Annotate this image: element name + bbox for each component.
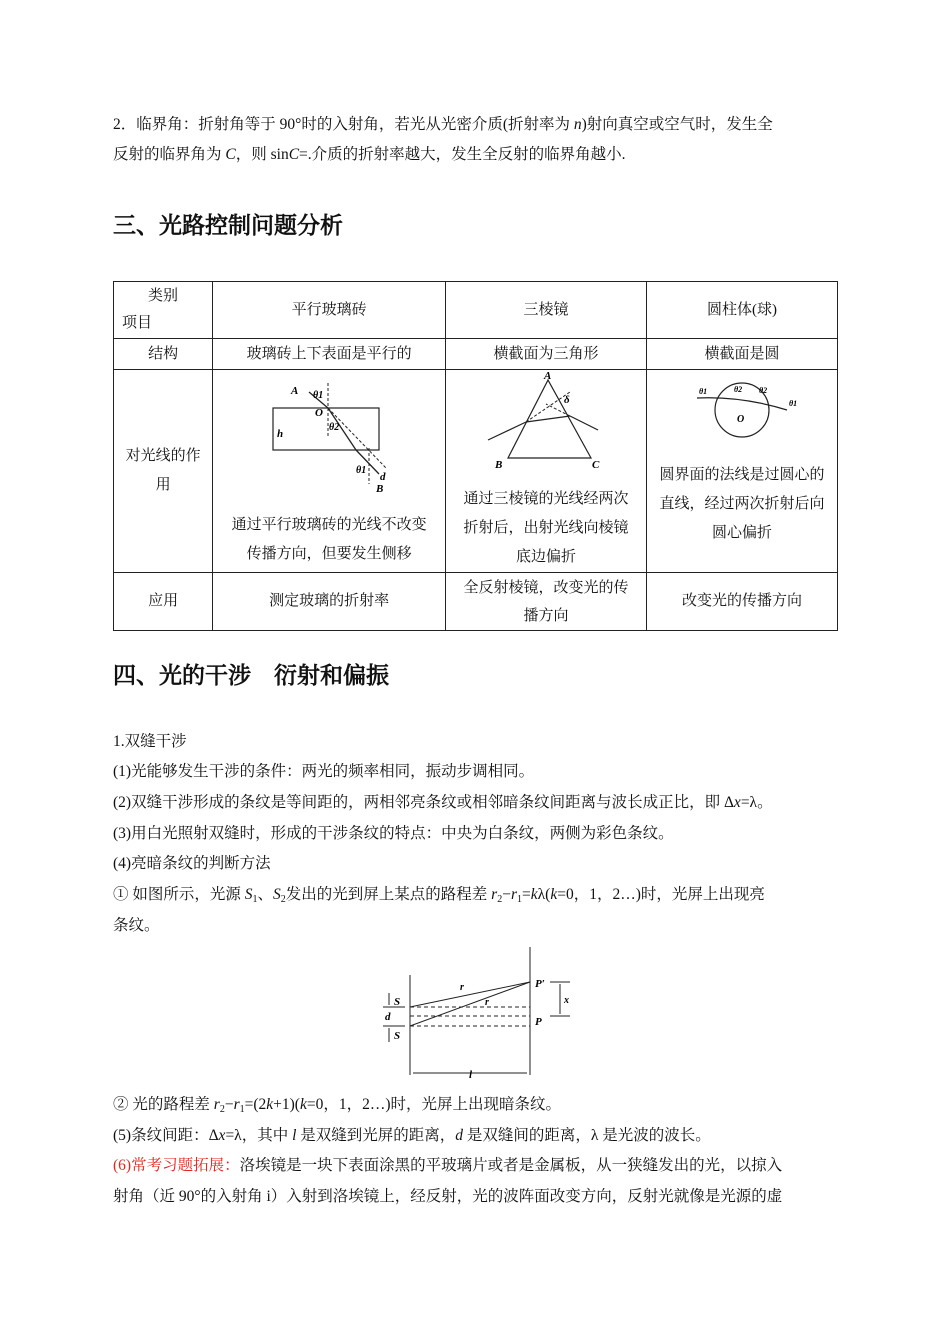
text: − <box>224 1096 234 1113</box>
label-C: C <box>591 459 600 470</box>
paragraph-critical-angle-line1 <box>113 115 773 135</box>
text: − <box>502 886 511 903</box>
sub: 2 <box>497 894 503 905</box>
text: +1)( <box>273 1096 300 1113</box>
paragraph: (3)用白光照射双缝时，形成的干涉条纹的特点：中央为白条纹，两侧为彩色条纹。 <box>113 825 674 842</box>
label-delta: δ <box>563 394 570 406</box>
paragraph <box>113 793 773 813</box>
text: 、 <box>257 886 274 903</box>
var: d <box>455 1127 464 1144</box>
table-cell <box>213 370 446 573</box>
var: l <box>292 1127 297 1144</box>
sub: 2 <box>280 894 286 905</box>
paragraph <box>113 1126 711 1146</box>
label-h: h <box>277 428 284 440</box>
label-r1: r <box>460 982 464 993</box>
text: ② 光的路程差 <box>113 1096 214 1113</box>
sub: 2 <box>219 1104 225 1115</box>
label-A: A <box>543 370 552 382</box>
text: =0，1，2…)时，光屏上出现暗条纹。 <box>306 1096 562 1113</box>
corner-cell <box>114 282 213 339</box>
var: x <box>218 1127 226 1144</box>
label-B: B <box>494 459 503 470</box>
table-cell <box>445 370 646 573</box>
var-C: C <box>225 146 236 163</box>
label-B: B <box>376 483 384 495</box>
highlight-label: (6)常考习题拓展： <box>113 1157 240 1174</box>
text: =0，1，2…)时，光屏上出现亮 <box>557 886 765 903</box>
label-S2: S <box>394 1030 401 1042</box>
sub: 1 <box>252 894 258 905</box>
var: r <box>233 1096 240 1113</box>
label-theta1: θ1 <box>788 399 798 408</box>
table-cell: 改变光的传播方向 <box>646 573 837 631</box>
text: 是双缝间的距离，λ 是光波的波长。 <box>463 1127 711 1144</box>
label-S1: S <box>394 996 401 1008</box>
var: S <box>244 886 253 903</box>
prism-figure <box>458 370 634 470</box>
label-r2: r <box>485 997 489 1008</box>
label-theta2: θ2 <box>329 422 340 433</box>
light-path-table <box>113 281 838 631</box>
table-header-row <box>114 282 838 339</box>
label-A: A <box>291 385 299 397</box>
text: λ( <box>537 886 551 903</box>
row-label: 对光线的作用 <box>114 370 213 573</box>
table-cell: 测定玻璃的折射率 <box>213 573 446 631</box>
col-header: 圆柱体(球) <box>646 282 837 339</box>
var-C: C <box>288 146 300 163</box>
var: r <box>491 886 498 903</box>
label-l: l <box>469 1069 473 1080</box>
row-label: 应用 <box>114 573 213 631</box>
var-x: x <box>733 794 741 811</box>
col-header: 平行玻璃砖 <box>213 282 446 339</box>
subheading-double-slit: 1.双缝干涉 <box>113 733 187 750</box>
text: (2)双缝干涉形成的条纹是等间距的，两相邻亮条纹或相邻暗条纹间距离与波长成正比，即 Δ <box>113 794 734 811</box>
label-theta1: θ1 <box>698 387 708 396</box>
label-O: O <box>736 414 745 425</box>
section-heading-4: 四、光的干涉 衍射和偏振 <box>113 663 389 689</box>
paragraph: 射角（近 90°的入射角 i）入射到洛埃镜上，经反射，光的波阵面改变方向，反射光就像是光源的虚 <box>113 1188 783 1205</box>
table-cell: 横截面为三角形 <box>445 339 646 370</box>
table-cell: 全反射棱镜，改变光的传播方向 <box>445 573 646 631</box>
corner-bottom: 项目 <box>122 315 153 331</box>
row-label: 结构 <box>114 339 213 370</box>
text: 是双缝到光屏的距离， <box>296 1127 456 1144</box>
paragraph-critical-angle-line2 <box>113 145 626 165</box>
var: k <box>266 1096 274 1113</box>
paragraph <box>113 885 765 910</box>
text: 发出的光到屏上某点的路程差 <box>285 886 492 903</box>
table-cell <box>646 370 837 573</box>
label-theta2: θ2 <box>733 385 743 394</box>
text: )射向真空或空气时，发生全 <box>581 116 773 133</box>
table-cell-text: 通过平行玻璃砖的光线不改变传播方向，但要发生侧移 <box>231 517 427 562</box>
label-theta2: θ2 <box>758 386 768 395</box>
var: r <box>510 886 518 903</box>
col-header: 三棱镜 <box>445 282 646 339</box>
table-row <box>114 370 838 573</box>
paragraph: (4)亮暗条纹的判断方法 <box>113 855 271 872</box>
label-P-prime: P′ <box>535 978 545 990</box>
label-d: d <box>385 1011 391 1023</box>
table-cell-text: 圆界面的法线是过圆心的直线，经过两次折射后向圆心偏折 <box>659 467 825 541</box>
paragraph: (1)光能够发生干涉的条件：两光的频率相同，振动步调相同。 <box>113 763 535 780</box>
paragraph <box>113 1156 782 1176</box>
text: =(2 <box>244 1096 267 1113</box>
corner-top: 类别 <box>148 288 179 304</box>
label-theta1: θ1 <box>313 390 324 401</box>
table-row <box>114 573 838 631</box>
sub: 1 <box>517 894 523 905</box>
section-heading-3: 三、光路控制问题分析 <box>113 213 343 239</box>
double-slit-figure <box>375 945 585 1080</box>
text: ，则 sin <box>235 146 289 163</box>
label-O: O <box>315 407 324 419</box>
table-cell: 玻璃砖上下表面是平行的 <box>213 339 446 370</box>
text: (5)条纹间距：Δ <box>113 1127 219 1144</box>
var: k <box>550 886 558 903</box>
text: = <box>522 886 531 903</box>
paragraph <box>113 1095 561 1120</box>
label-x: x <box>564 995 569 1006</box>
text: 2．临界角：折射角等于 90°时的入射角，若光从光密介质(折射率为 <box>113 116 574 133</box>
parallel-slab-figure <box>229 378 429 496</box>
paragraph: 条纹。 <box>113 917 160 934</box>
var: k <box>299 1096 307 1113</box>
sub: 1 <box>239 1104 245 1115</box>
text: =.介质的折射率越大，发生全反射的临界角越小. <box>299 146 626 163</box>
text: ① 如图所示，光源 <box>113 886 245 903</box>
table-cell-text: 通过三棱镜的光线经两次折射后，出射光线向棱镜底边偏折 <box>463 491 629 565</box>
text: 洛埃镜是一块下表面涂黑的平玻璃片或者是金属板，从一狭缝发出的光，以掠入 <box>239 1157 783 1174</box>
table-cell: 横截面是圆 <box>646 339 837 370</box>
var: S <box>273 886 281 903</box>
label-theta1: θ1 <box>356 465 367 476</box>
table-row <box>114 339 838 370</box>
text: =λ。 <box>740 794 773 811</box>
label-P: P <box>535 1016 542 1028</box>
label-d: d <box>380 471 386 483</box>
text: 反射的临界角为 <box>113 146 226 163</box>
var: k <box>530 886 538 903</box>
cylinder-figure <box>657 378 827 448</box>
var: r <box>213 1096 220 1113</box>
var-n: n <box>573 116 582 133</box>
text: =λ，其中 <box>225 1127 293 1144</box>
